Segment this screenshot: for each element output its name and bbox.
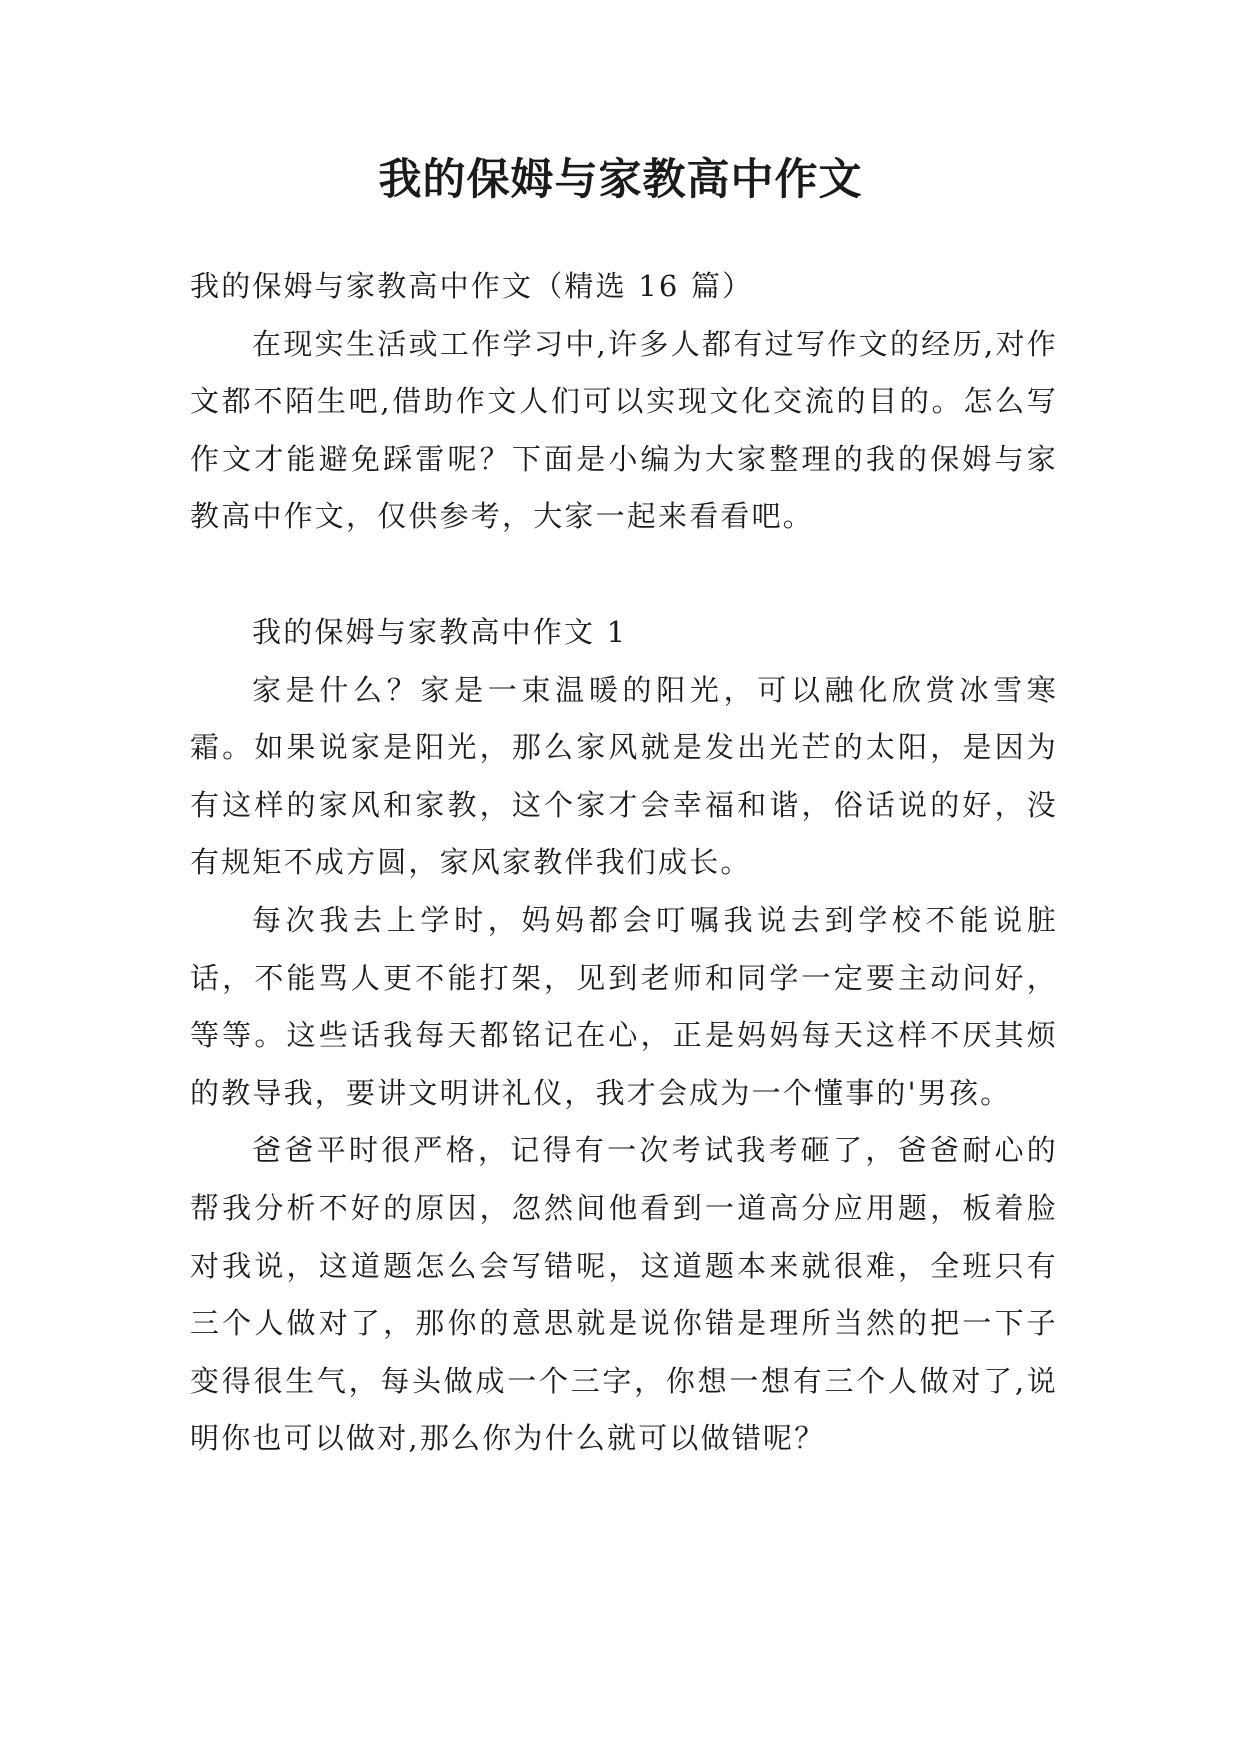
body-paragraph-3: 爸爸平时很严格，记得有一次考试我考砸了，爸爸耐心的帮我分析不好的原因，忽然间他看到一道高分应用题，板着脸对我说，这道题怎么会写错呢，这道题本来就很难，全班只有三个人做对了，那你的意思就是说你错是理所当然的把一下子变得很生气，每头做成一个三字，你想一想有三个人做对了,说明你也可以做对,那么你为什么就可以做错呢？: [190, 1133, 1058, 1456]
document-body: [190, 258, 1058, 1468]
body-paragraph-2: 每次我去上学时，妈妈都会叮嘱我说去到学校不能说脏话，不能骂人更不能打架，见到老师和同学一定要主动问好，等等。这些话我每天都铭记在心，正是妈妈每天这样不厌其烦的教导我，要讲文明讲礼仪，我才会成为一个懂事的'男孩。: [190, 902, 1058, 1110]
section-heading: 我的保姆与家教高中作文 1: [252, 614, 628, 649]
document-subtitle: 我的保姆与家教高中作文（精选 16 篇）: [190, 269, 754, 303]
body-paragraph-1: 家是什么？家是一束温暖的阳光，可以融化欣赏冰雪寒霜。如果说家是阳光，那么家风就是发出光芒的太阳，是因为有这样的家风和家教，这个家才会幸福和谐，俗话说的好，没有规矩不成方圆，家风家教伴我们成长。: [190, 672, 1058, 880]
document-title: 我的保姆与家教高中作文: [378, 155, 863, 205]
intro-paragraph: 在现实生活或工作学习中,许多人都有过写作文的经历,对作文都不陌生吧,借助作文人们可以实现文化交流的目的。怎么写作文才能避免踩雷呢？下面是小编为大家整理的我的保姆与家教高中作文，仅供参考，大家一起来看看吧。: [190, 326, 1058, 534]
